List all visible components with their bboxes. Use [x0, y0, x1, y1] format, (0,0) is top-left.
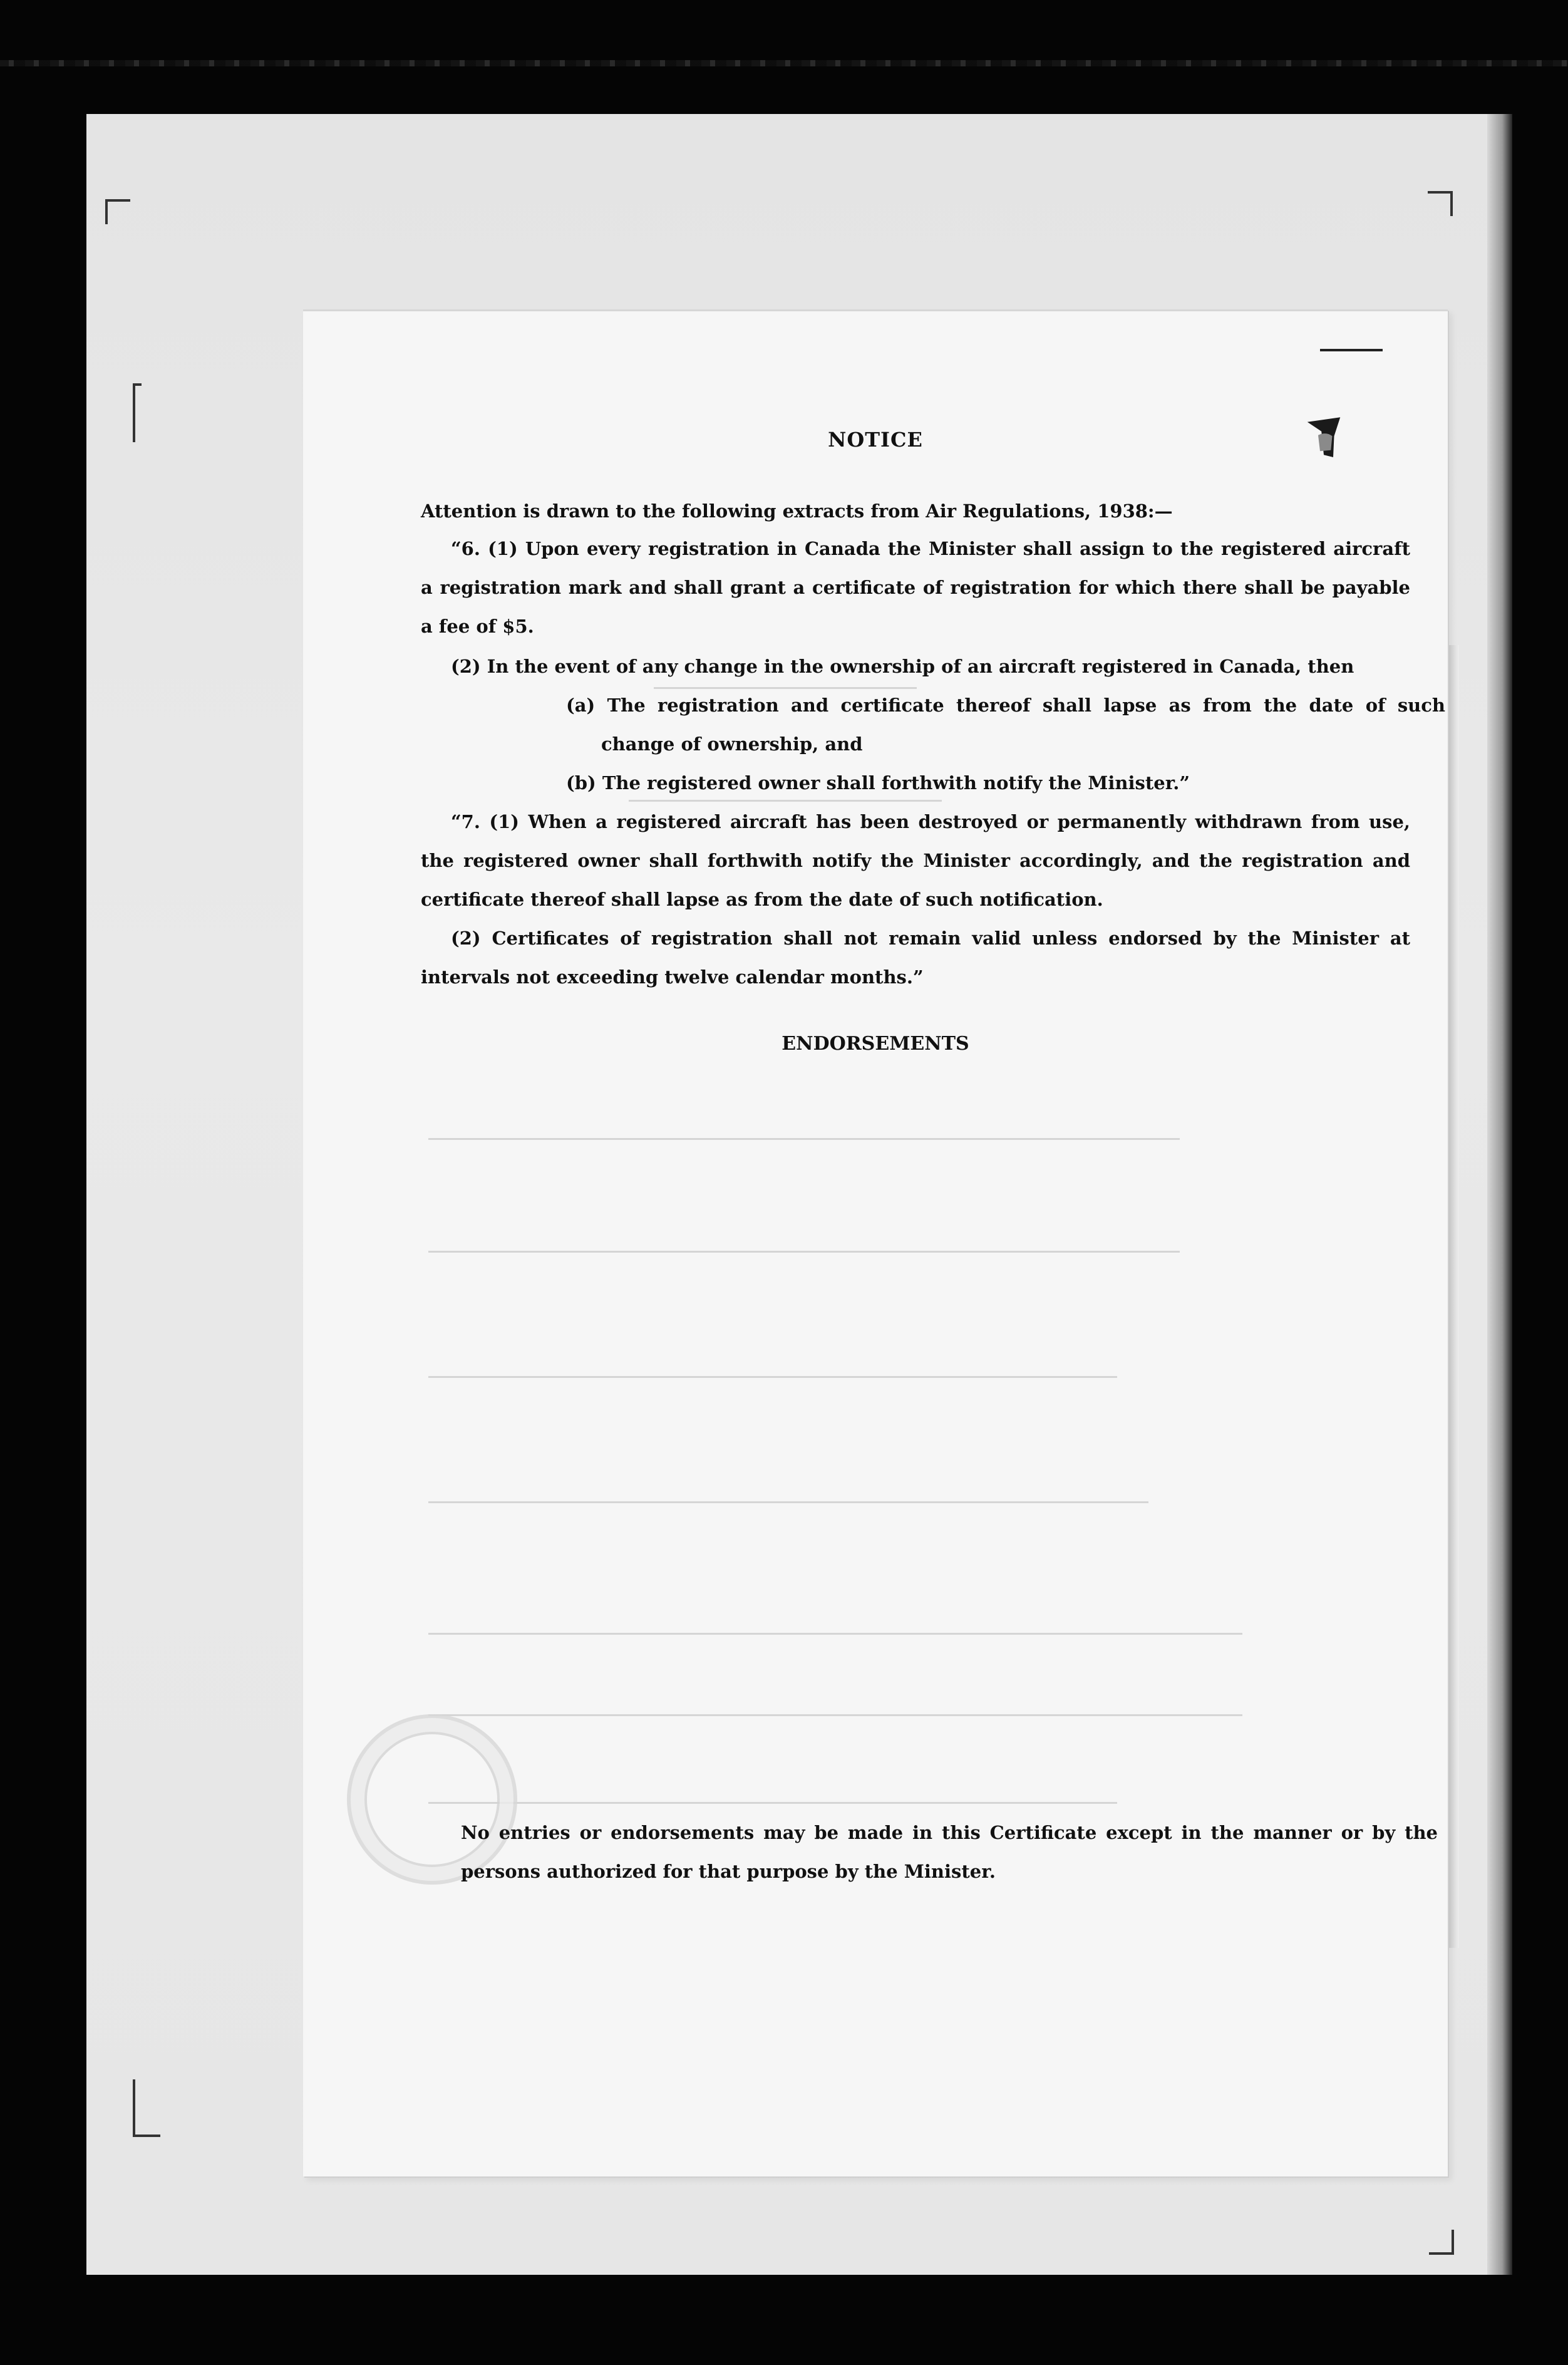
- show-through-line: [428, 1501, 1148, 1503]
- regulation-7-2: (2) Certificates of registration shall not remain valid unless endorsed by the Minister at intervals not exceeding twelve calendar months.”: [421, 928, 1410, 988]
- footnote-paragraph: No entries or endorsements may be made in this Certificate except in the manner or by the persons authorized for that purpose by the Minister.: [461, 1822, 1438, 1882]
- show-through-line: [428, 1714, 1242, 1716]
- crop-mark-bottom-right: [1429, 2230, 1454, 2255]
- crop-mark-top-right: [1428, 191, 1453, 216]
- regulation-6-1: “6. (1) Upon every registration in Canada the Minister shall assign to the registered aircraft a registration mark and shall grant a certificate of registration for which there shall be payable a fee of $5.: [421, 538, 1410, 637]
- regulation-6-2: (2) In the event of any change in the ownership of an aircraft registered in Canada, then: [451, 656, 1354, 677]
- show-through-line: [428, 1633, 1242, 1635]
- crop-mark-mid-left: [133, 383, 142, 442]
- regulation-6-2-b: (b) The registered owner shall forthwith notify the Minister.”: [566, 772, 1190, 794]
- crop-mark-bottom-left: [133, 2079, 160, 2137]
- show-through-line: [428, 1251, 1180, 1253]
- document-page: [303, 309, 1448, 2176]
- regulation-7-1: “7. (1) When a registered aircraft has been destroyed or permanently withdrawn from use, the registered owner shall forthwith notify the Minister accordingly, and the registration and certificate thereof shall lapse as from the date of such notification.: [421, 811, 1410, 910]
- regulation-6-2-a: (a) The registration and certificate thereof shall lapse as from the date of such change of ownership, and: [566, 695, 1445, 755]
- show-through-line: [428, 1802, 1117, 1804]
- show-through-line: [428, 1376, 1117, 1378]
- notice-heading: NOTICE: [828, 428, 923, 452]
- crop-mark-top-left: [105, 199, 130, 224]
- underlying-sheet-edge: [1448, 645, 1459, 1948]
- pen-mark: [1320, 349, 1383, 351]
- endorsements-heading: ENDORSEMENTS: [781, 1033, 969, 1055]
- mount-edge: [1487, 114, 1512, 2275]
- intro-paragraph: Attention is drawn to the following extracts from Air Regulations, 1938:—: [421, 500, 1173, 522]
- film-frame-edge: [0, 60, 1568, 66]
- show-through-line: [428, 1138, 1180, 1140]
